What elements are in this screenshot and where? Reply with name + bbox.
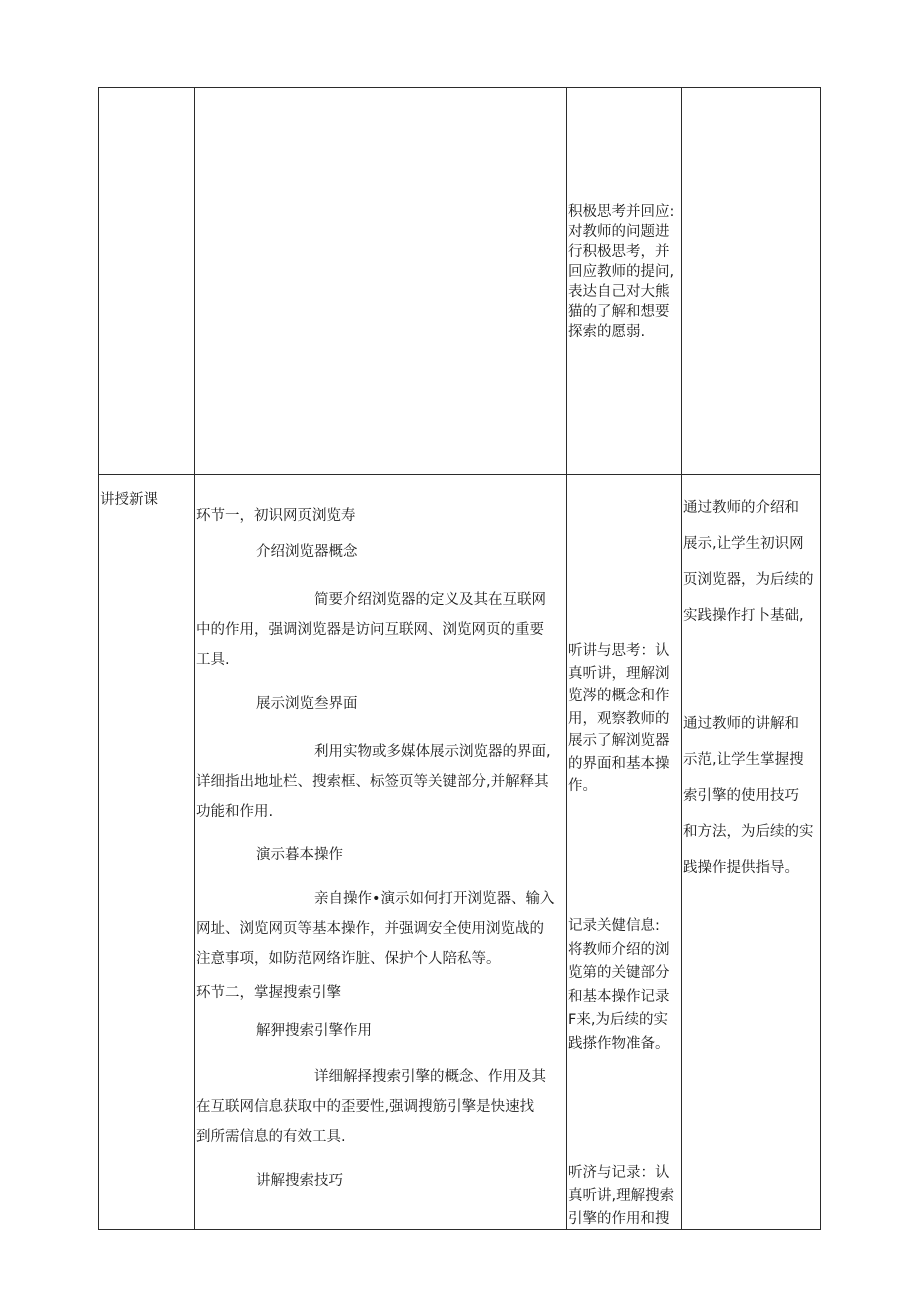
text-line: 听讲与思考：认 xyxy=(568,643,670,659)
text-line: 将教师介绍的浏 xyxy=(568,941,670,958)
text-line: 览涔的概念和作 xyxy=(568,688,670,704)
item3-body xyxy=(196,889,555,969)
text-line: 践搽作物准备。 xyxy=(568,1035,670,1052)
text-line: 表达自己对大熊 xyxy=(568,284,670,300)
text-line: 通过教师的讲解和 xyxy=(683,716,799,732)
text-line: 详细解择搜索引擎的概念、作用及其 xyxy=(314,1069,546,1085)
text-line: 功能和作用. xyxy=(196,804,274,820)
text-line: 展示了解浏览器 xyxy=(568,733,670,749)
table-border-bottom xyxy=(98,1229,821,1230)
table-border-left xyxy=(98,87,99,1230)
item2-body xyxy=(196,742,551,822)
text-line: 展示,让学生初识网 xyxy=(683,536,804,552)
item1-title: 介绍浏览器概念 xyxy=(256,544,358,560)
text-line: 用，观察教师的 xyxy=(568,710,670,727)
column-divider-2 xyxy=(566,87,567,1230)
text-line: 中的作用，强调浏览器是访问互联网、浏览网页的重要 xyxy=(196,622,544,638)
text-line: 作。 xyxy=(568,778,597,794)
column-divider-1 xyxy=(194,87,195,1230)
text-line: 探索的愿弱. xyxy=(568,324,646,340)
item3-title: 演示暮本操作 xyxy=(256,847,343,863)
text-line: 在互联网信息获取中的歪要性,强调搜筋引擎是快速找 xyxy=(196,1099,535,1115)
text-line: 和方法，为后续的实 xyxy=(683,824,814,840)
text-line: 积极思考并回应: xyxy=(568,204,675,220)
text-line: 到所需信息的有效工具. xyxy=(196,1129,346,1145)
text-line: 和基本操作记录 xyxy=(568,988,670,1005)
item2-title: 展示浏览叁界面 xyxy=(256,696,358,712)
text-line: 示范,让学生掌握搜 xyxy=(683,752,804,768)
text-line: 的界面和基本操 xyxy=(568,755,670,772)
text-line: 工具. xyxy=(196,652,230,668)
text-line: 践操作提供指导。 xyxy=(683,860,799,876)
text-line: 回应教师的提问, xyxy=(568,264,675,280)
text-line: 通过教师的介绍和 xyxy=(683,500,799,516)
row-label: 讲授新课 xyxy=(100,492,158,508)
section2-title: 环节二，掌握搜索引擎 xyxy=(196,985,341,1001)
text-line: 索引擎的使用技巧 xyxy=(683,788,799,804)
item5-title: 讲解搜索技巧 xyxy=(256,1173,343,1189)
text-line: 对教师的问题进 xyxy=(568,224,670,240)
intent-block-1 xyxy=(683,490,814,634)
text-line: 详细指出地址栏、搜索框、标签页等关键部分,并解释其 xyxy=(196,774,549,790)
text-line: 实践操作打卜基础, xyxy=(683,608,804,624)
text-line: 网址、浏览网页等基本操作，并强调安全使用浏览战的 xyxy=(196,921,544,937)
text-line: 亲自操作•演示如何打开浏览器、输入 xyxy=(314,891,555,907)
student-block-1 xyxy=(568,640,670,798)
intent-block-2 xyxy=(683,706,814,886)
text-line: 听济与记录：认 xyxy=(568,1165,670,1181)
student-block-2 xyxy=(568,915,670,1056)
table-border-top xyxy=(98,87,821,88)
text-line: 注意事项，如防范网络诈脏、保护个人陪私等。 xyxy=(196,951,501,967)
item4-body xyxy=(196,1067,546,1147)
text-line: 页浏览器，为后续的 xyxy=(683,572,814,588)
text-line: 简要介绍浏览器的定义及其在互联网 xyxy=(314,592,546,608)
table-border-right xyxy=(820,87,821,1230)
text-line: 猫的了解和想要 xyxy=(568,304,670,320)
text-line: 利用实物或多媒体展示浏览器的界面, xyxy=(314,744,551,760)
text-line: F来,为后续的实 xyxy=(568,1012,668,1028)
text-line: 览第的关键部分 xyxy=(568,965,670,981)
item1-body xyxy=(196,590,546,670)
text-line: 记录关健信息: xyxy=(568,918,660,934)
text-line: 引擎的作用和搜 xyxy=(568,1211,670,1227)
item4-title: 解狎搜索引擎作用 xyxy=(256,1023,372,1039)
text-line: 真听讲，理解浏 xyxy=(568,665,670,682)
text-line: 真听讲,理解搜索 xyxy=(568,1188,675,1204)
row-divider xyxy=(98,474,821,475)
section1-title: 环节一，初识网页浏览寿 xyxy=(196,508,356,524)
text-line: 行积极思考，并 xyxy=(568,244,670,260)
student-block-3 xyxy=(568,1162,674,1231)
column-divider-3 xyxy=(681,87,682,1230)
row1-student-activity xyxy=(568,202,674,342)
